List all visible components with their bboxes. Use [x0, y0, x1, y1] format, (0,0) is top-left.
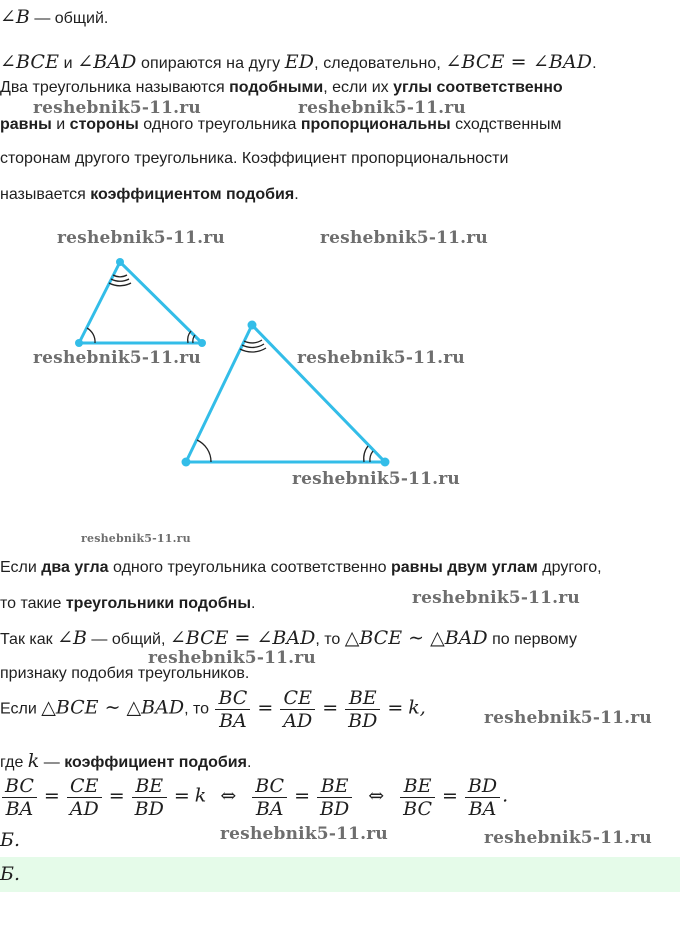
fraction-be-bd	[345, 687, 380, 732]
text: .	[246, 754, 252, 771]
text: , то	[315, 631, 345, 648]
fraction	[2, 775, 37, 820]
text: одного треугольника соответственно	[108, 559, 391, 576]
fraction	[132, 775, 167, 820]
equals-sign: =	[442, 784, 458, 807]
large-triangle-vertices	[182, 321, 390, 467]
fraction	[252, 775, 287, 820]
equals-sign: =	[387, 696, 404, 719]
term-angles: углы соответственно	[393, 79, 563, 96]
angle-mark-large-right-2	[370, 451, 373, 462]
term-coefficient: коэффициентом подобия	[90, 186, 295, 203]
denominator: BC	[403, 798, 432, 820]
text: и	[59, 55, 78, 72]
numerator: BD	[465, 775, 500, 798]
term-equal-two-angles: равны двум углам	[390, 559, 538, 576]
numerator: BE	[132, 775, 167, 798]
math-angle-b: ∠B	[57, 627, 87, 649]
math-triangle-similarity: △BCE ∼ △BAD	[344, 627, 488, 649]
rule-line-2	[0, 593, 255, 615]
fraction	[465, 775, 500, 820]
since-line-2: признаку подобия треугольников.	[0, 665, 250, 682]
watermark: reshebnik5-11.ru	[484, 708, 652, 728]
angle-mark-small-top-1	[113, 275, 127, 277]
denominator: AD	[69, 798, 99, 820]
denominator: BD	[134, 798, 164, 820]
rule-line-1	[0, 557, 602, 579]
fraction-bc-ba	[215, 687, 250, 732]
coefficient-line	[0, 750, 251, 774]
term-triangles-similar: треугольники подобны	[65, 595, 252, 612]
fraction	[67, 775, 102, 820]
math-angle-equality: ∠BCE = ∠BAD	[445, 51, 593, 73]
numerator: CE	[67, 775, 102, 798]
math-angle-bad: ∠BAD	[77, 51, 137, 73]
text: .	[502, 784, 509, 807]
equals-sign: =	[257, 696, 274, 719]
math-angle-bce: ∠BCE	[0, 51, 60, 73]
watermark: reshebnik5-11.ru	[81, 532, 191, 545]
term-proportional: пропорциональны	[300, 116, 451, 133]
watermark: reshebnik5-11.ru	[220, 824, 388, 844]
watermark: reshebnik5-11.ru	[320, 228, 488, 248]
math-k: k	[27, 750, 40, 772]
denominator: BA	[219, 710, 247, 732]
equivalence-chain	[0, 775, 508, 821]
answer-box	[0, 857, 680, 892]
angle-mark-large-top-2	[242, 344, 264, 347]
term-coefficient: коэффициент подобия	[64, 754, 247, 771]
watermark: reshebnik5-11.ru	[33, 348, 201, 368]
equals-sign: =	[294, 784, 311, 807]
watermark: reshebnik5-11.ru	[148, 648, 316, 668]
angle-mark-large-right-1	[364, 446, 368, 462]
numerator: BC	[2, 775, 37, 798]
text: Два треугольника называются	[0, 79, 230, 96]
text: , если их	[323, 79, 394, 96]
fraction	[400, 775, 435, 820]
answer-text: Б.	[0, 863, 21, 885]
term-similar: подобными	[229, 79, 324, 96]
vertex-small-right	[198, 339, 206, 347]
text: —	[39, 754, 65, 771]
text: , следовательно,	[314, 55, 446, 72]
numerator: CE	[280, 687, 315, 710]
angle-mark-large-top-1	[244, 340, 262, 343]
math-k: k	[408, 696, 420, 719]
iff-symbol: ⇔	[220, 784, 237, 807]
vertex-large-right	[381, 458, 390, 467]
text: — общий,	[86, 631, 170, 648]
text: Так как	[0, 631, 58, 648]
small-triangle-angle-marks	[87, 275, 195, 343]
small-triangle-vertices	[75, 258, 206, 347]
angle-mark-small-top-2	[111, 279, 129, 281]
term-two-angles: два угла	[41, 559, 109, 576]
watermark: reshebnik5-11.ru	[297, 348, 465, 368]
denominator: BA	[468, 798, 497, 820]
vertex-large-left	[182, 458, 191, 467]
equals-sign: =	[322, 696, 339, 719]
math-angle-equality: ∠BCE = ∠BAD	[169, 627, 316, 649]
text: где	[0, 754, 28, 771]
denominator: BA	[5, 798, 34, 820]
equals-sign: =	[43, 784, 60, 807]
numerator: BE	[400, 775, 435, 798]
vertex-large-top	[248, 321, 257, 330]
denominator: BD	[348, 710, 378, 732]
text: то такие	[0, 595, 66, 612]
watermark: reshebnik5-11.ru	[57, 228, 225, 248]
text: одного треугольника	[138, 116, 301, 133]
text: по первому	[487, 631, 577, 648]
text: ,	[419, 696, 426, 719]
denominator: BA	[255, 798, 284, 820]
watermark: reshebnik5-11.ru	[33, 98, 201, 118]
denominator: BD	[320, 798, 350, 820]
text: другого,	[537, 559, 602, 576]
math-k: k	[194, 784, 207, 807]
large-triangle-outline	[186, 325, 385, 462]
angle-mark-small-left	[87, 328, 95, 343]
math-arc-ed: ED	[284, 51, 315, 73]
angle-mark-large-left	[197, 440, 211, 462]
proportion-line	[0, 687, 426, 732]
text: и	[51, 116, 70, 133]
text: .	[592, 55, 597, 72]
text: называется	[0, 186, 91, 203]
text: .	[251, 595, 256, 612]
small-triangle	[79, 262, 202, 343]
fraction	[317, 775, 352, 820]
angle-mark-large-top-3	[240, 348, 266, 352]
text: Если	[0, 559, 42, 576]
angle-mark-small-top-3	[109, 283, 131, 286]
numerator: BC	[252, 775, 287, 798]
iff-symbol: ⇔	[368, 784, 385, 807]
text: .	[294, 186, 299, 203]
numerator: BE	[317, 775, 352, 798]
watermark: reshebnik5-11.ru	[298, 98, 466, 118]
watermark: reshebnik5-11.ru	[484, 828, 652, 848]
math-triangle-similarity: △BCE ∼ △BAD	[41, 696, 185, 719]
denominator: AD	[283, 710, 313, 732]
term-equal: равны	[0, 116, 52, 133]
definition-line-3: сторонам другого треугольника. Коэффициент пропорциональности	[0, 150, 509, 167]
text: — общий.	[29, 10, 109, 27]
vertex-small-left	[75, 339, 83, 347]
term-sides: стороны	[69, 116, 139, 133]
answer-inline: Б.	[0, 829, 21, 851]
fraction-ce-ad	[280, 687, 315, 732]
equals-sign: =	[173, 784, 190, 807]
vertex-small-top	[116, 258, 124, 266]
watermark: reshebnik5-11.ru	[292, 469, 460, 489]
equals-sign: =	[108, 784, 125, 807]
text: , то	[184, 700, 214, 718]
text: опираются на дугу	[136, 55, 285, 72]
text: сходственным	[450, 116, 562, 133]
large-triangle	[186, 325, 385, 462]
numerator: BC	[215, 687, 250, 710]
watermark: reshebnik5-11.ru	[412, 588, 580, 608]
small-triangle-outline	[79, 262, 202, 343]
text: Если	[0, 700, 42, 718]
math-angle-b: ∠B	[0, 6, 30, 28]
numerator: BE	[345, 687, 380, 710]
